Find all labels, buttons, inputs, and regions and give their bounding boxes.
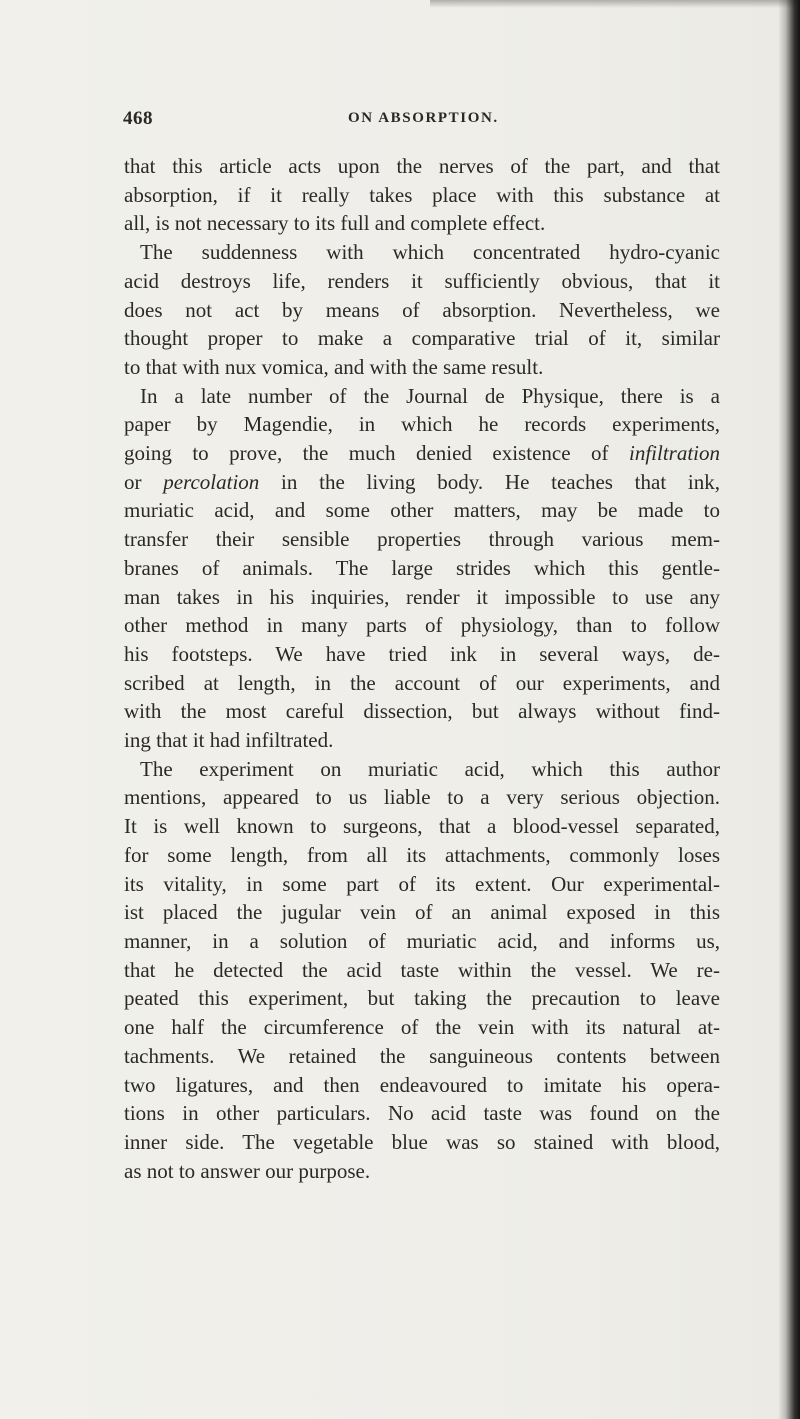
- text-line: man takes in his inquiries, render it impossible to use any: [124, 584, 720, 609]
- binding-edge: [778, 0, 800, 1419]
- page-number: 468: [123, 108, 153, 129]
- text-line: In a late number of the Journal de Physique, there is a: [140, 383, 720, 408]
- text-line: peated this experiment, but taking the precaution to leave: [124, 986, 720, 1011]
- text-line: The experiment on muriatic acid, which this author: [140, 756, 720, 781]
- page-header: [123, 108, 718, 138]
- running-head: ON ABSORPTION.: [348, 110, 499, 126]
- text-segment: in the living body. He teaches that ink,: [259, 469, 720, 494]
- text-line: with the most careful dissection, but always without find-: [124, 699, 720, 724]
- text-line: its vitality, in some part of its extent. Our experimental-: [124, 871, 720, 896]
- text-line: [124, 468, 720, 497]
- italic-term-percolation: percolation: [163, 469, 260, 494]
- text-line: as not to answer our purpose.: [124, 1158, 371, 1183]
- text-line: absorption, if it really takes place with this substance at: [124, 182, 720, 207]
- text-line: ist placed the jugular vein of an animal exposed in this: [124, 900, 720, 925]
- text-line: thought proper to make a comparative trial of it, similar: [124, 326, 720, 351]
- text-segment: or: [124, 469, 164, 494]
- text-line: does not act by means of absorption. Nevertheless, we: [124, 297, 720, 322]
- text-line: ing that it had infiltrated.: [124, 728, 334, 753]
- text-line: tions in other particulars. No acid taste was found on the: [124, 1101, 720, 1126]
- text-line: branes of animals. The large strides which this gentle-: [124, 555, 720, 580]
- text-line: paper by Magendie, in which he records experiments,: [124, 412, 720, 437]
- text-line: that he detected the acid taste within the vessel. We re-: [124, 957, 720, 982]
- text-line: his footsteps. We have tried ink in several ways, de-: [124, 641, 720, 666]
- text-line: tachments. We retained the sanguineous contents between: [124, 1043, 720, 1068]
- text-line: [124, 439, 720, 468]
- text-line: one half the circumference of the vein with its natural at-: [124, 1015, 720, 1040]
- body-text: [124, 152, 720, 1185]
- text-line: transfer their sensible properties through various mem-: [124, 527, 720, 552]
- text-line: to that with nux vomica, and with the same result.: [124, 354, 544, 379]
- text-line: The suddenness with which concentrated hydro-cyanic: [140, 240, 720, 265]
- text-line: all, is not necessary to its full and complete effect.: [124, 211, 546, 236]
- text-line: inner side. The vegetable blue was so stained with blood,: [124, 1129, 720, 1154]
- scan-top-shadow: [430, 0, 800, 8]
- italic-term-infiltration: infiltration: [628, 441, 720, 466]
- text-line: that this article acts upon the nerves of the part, and that: [124, 154, 720, 178]
- text-line: mentions, appeared to us liable to a very serious objection.: [124, 785, 720, 810]
- text-line: other method in many parts of physiology, than to follow: [124, 613, 720, 638]
- text-segment: going to prove, the much denied existence of: [124, 441, 629, 466]
- text-line: muriatic acid, and some other matters, may be made to: [124, 498, 720, 523]
- text-line: two ligatures, and then endeavoured to imitate his opera-: [124, 1072, 720, 1097]
- text-line: for some length, from all its attachments, commonly loses: [124, 842, 720, 867]
- text-line: acid destroys life, renders it sufficiently obvious, that it: [124, 268, 720, 293]
- text-line: manner, in a solution of muriatic acid, and informs us,: [124, 928, 720, 953]
- text-line: It is well known to surgeons, that a blood-vessel separated,: [124, 814, 720, 839]
- text-line: scribed at length, in the account of our experiments, and: [124, 670, 720, 695]
